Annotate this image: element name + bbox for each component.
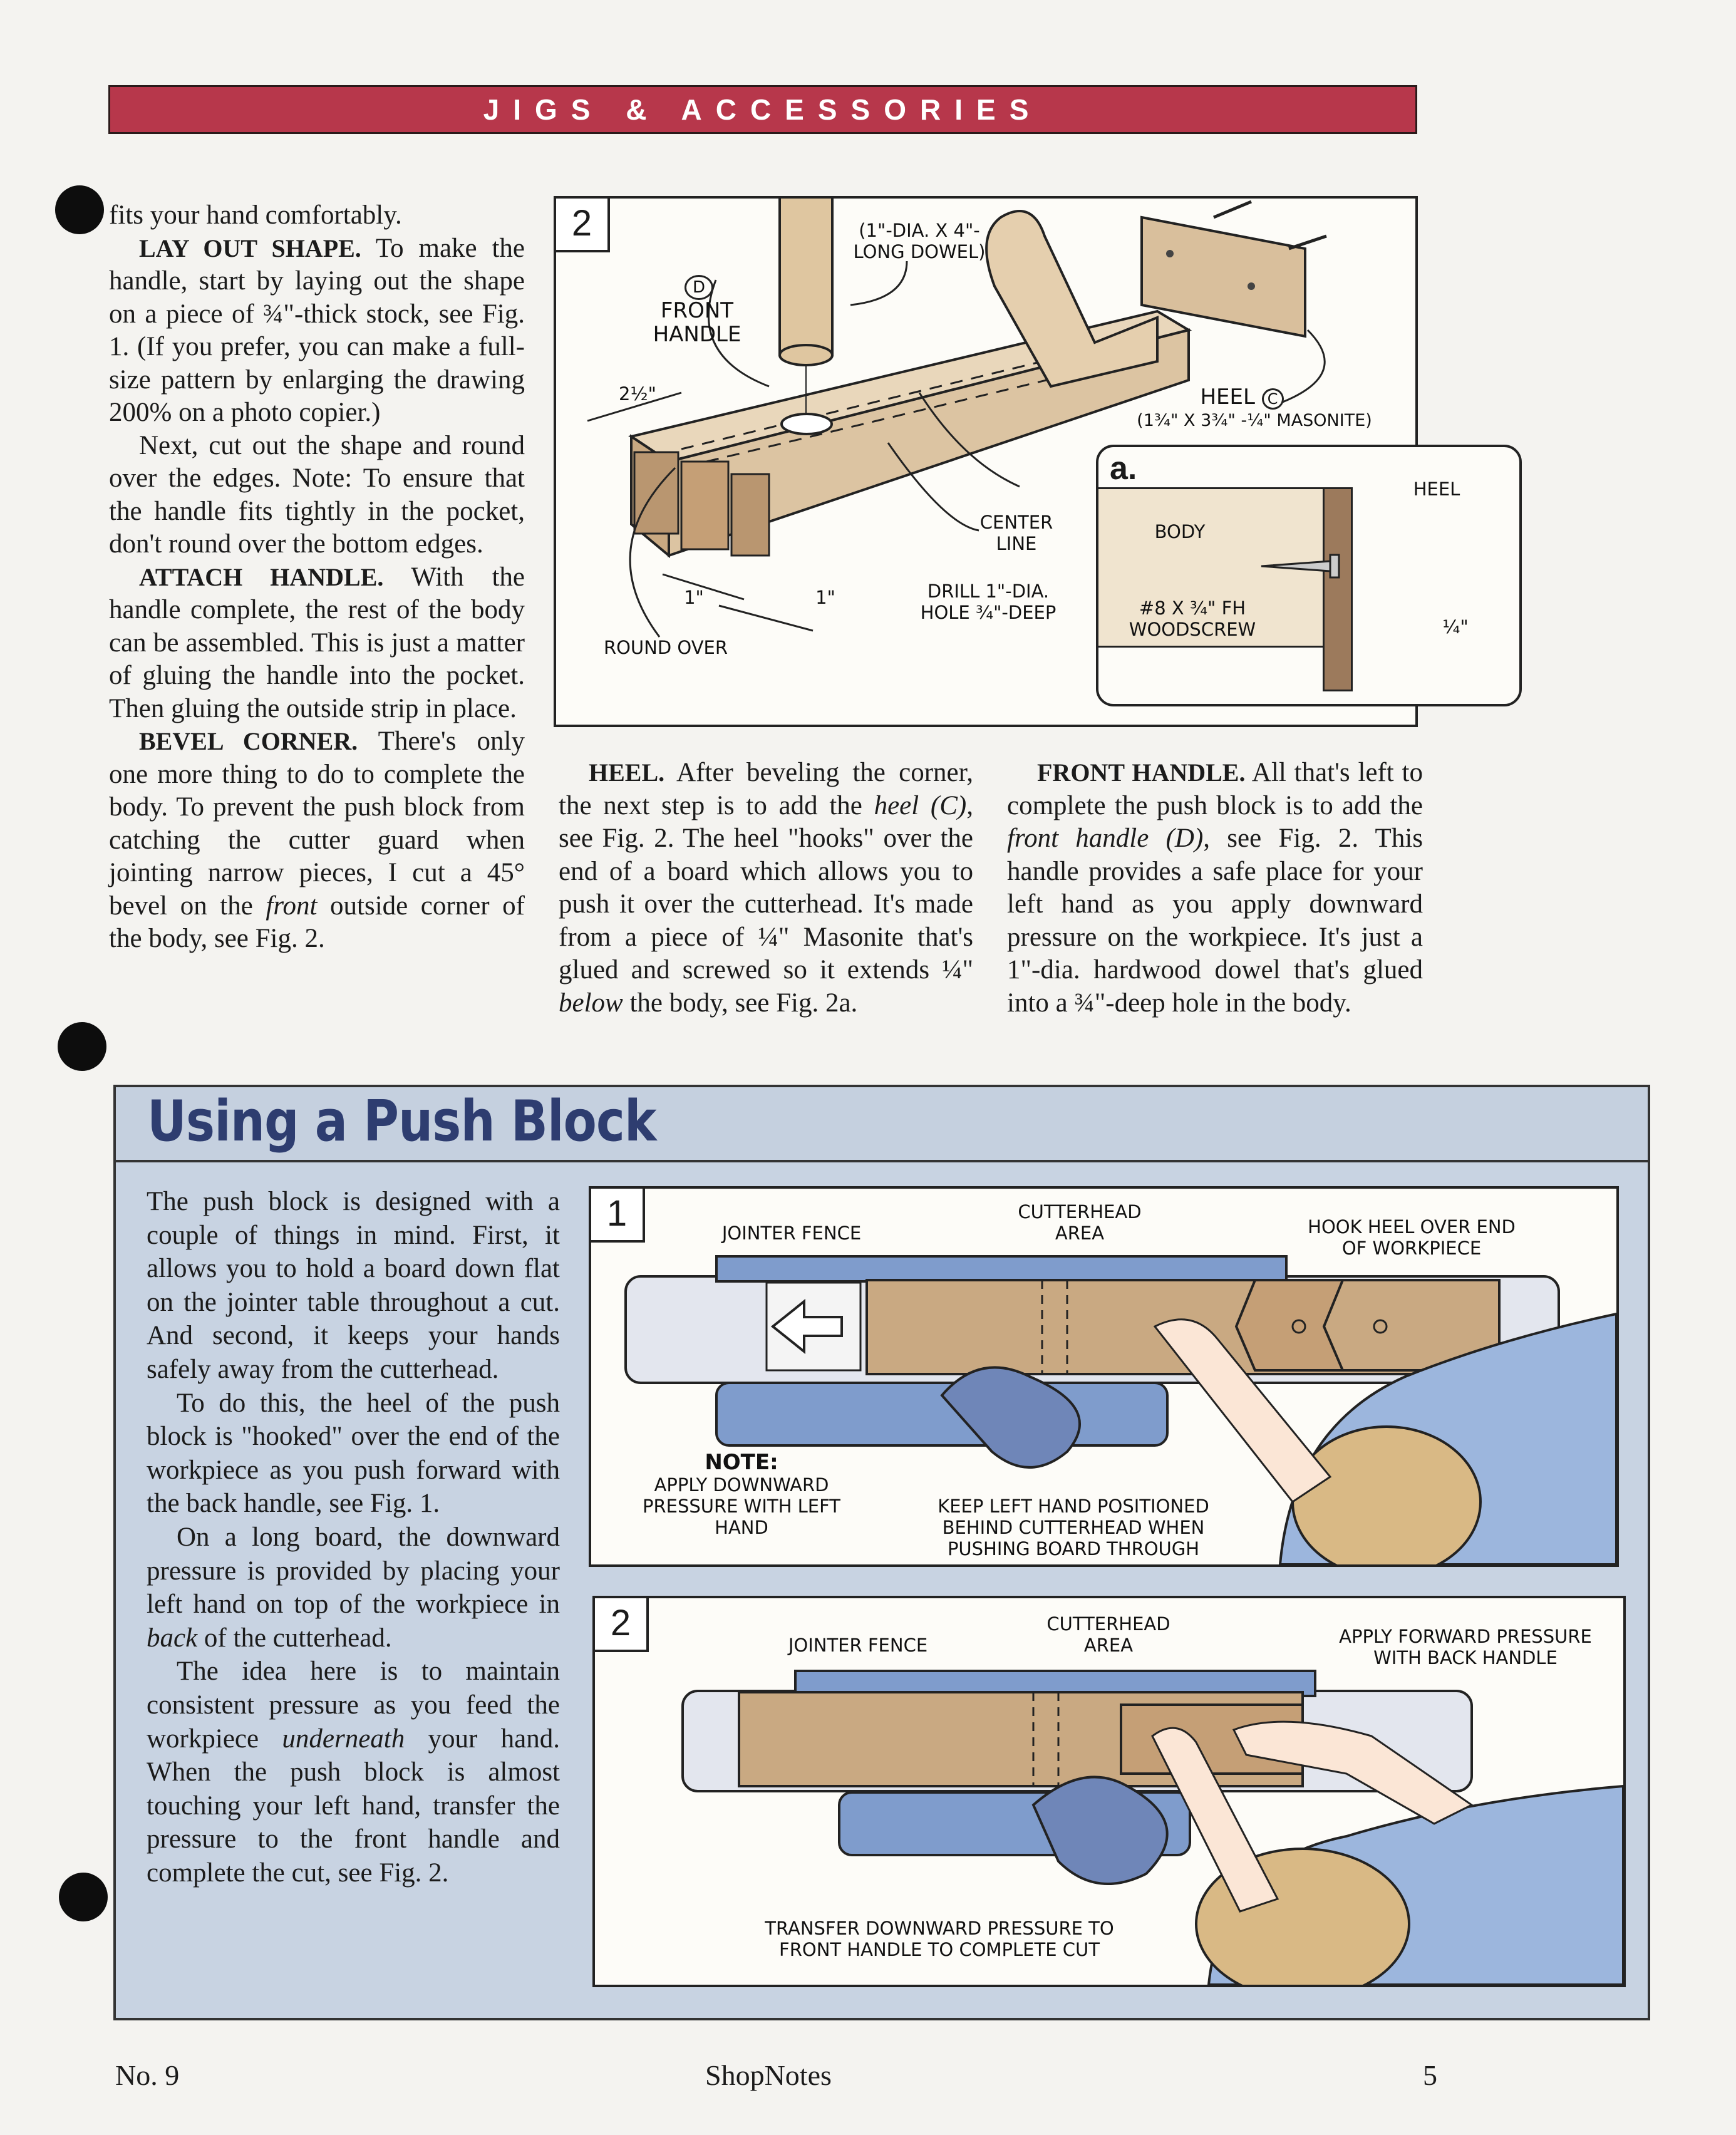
text-column-2 bbox=[559, 757, 973, 1020]
screw-line-2: WOODSCREW bbox=[1129, 619, 1256, 640]
detail-heel-plate bbox=[1323, 487, 1353, 691]
subhead-lay-out-shape: LAY OUT SHAPE. bbox=[139, 234, 361, 262]
section-paragraph-1: The push block is designed with a couple of things in mind. First, it allows you to hold a board down flat on the jointer table throughout a cut. And second, it keeps your hands safely away from the cutterhead. bbox=[147, 1187, 560, 1384]
heel-label bbox=[1189, 386, 1295, 410]
emphasis: below bbox=[559, 988, 623, 1018]
body-text: the body, see Fig. 2a. bbox=[623, 988, 858, 1018]
figure-number: 2 bbox=[556, 199, 610, 252]
subhead-front-handle: FRONT HANDLE. bbox=[1037, 758, 1246, 787]
jointer-fence-label: JOINTER FENCE bbox=[788, 1635, 928, 1656]
section-figure-2 bbox=[592, 1596, 1626, 1987]
figure-number: 1 bbox=[591, 1189, 645, 1243]
jointer-fence-label: JOINTER FENCE bbox=[721, 1223, 862, 1244]
emphasis: heel (C) bbox=[874, 790, 967, 820]
body-text: your hand. When the push block is almost touching your left hand, transfer the pressure to the front handle and complete the cut, see Fig. 2. bbox=[147, 1724, 561, 1888]
paragraph-continued: fits your hand comfortably. bbox=[109, 200, 402, 230]
text-column-1 bbox=[109, 199, 525, 956]
text-column-3 bbox=[1007, 757, 1423, 1020]
section-banner bbox=[108, 85, 1417, 134]
round-over-label: ROUND OVER bbox=[603, 637, 728, 658]
paragraph-heel bbox=[559, 757, 973, 1020]
dimension-1b: 1" bbox=[815, 587, 835, 608]
heel-spec-label: (1¾" X 3¾" -¼" MASONITE) bbox=[1137, 411, 1372, 430]
front-handle-label: FRONT HANDLE bbox=[653, 298, 741, 347]
dimension-2-5: 2½" bbox=[619, 383, 656, 405]
body-text: There's only one more thing to do to complete the body. To prevent the push block from catching the cutter guard when jointing narrow pieces, I cut a 45° bevel on the bbox=[109, 726, 525, 921]
detail-heel-label: HEEL bbox=[1413, 478, 1460, 500]
screw-line-1: #8 X ¾" FH bbox=[1139, 597, 1246, 619]
figure-number: 2 bbox=[595, 1598, 649, 1652]
body-text: , see Fig. 2. The heel "hooks" over the end of a board which allows you to push it over the cutterhead. It's made from a piece of ¼" Masonite that's glued and screwed so it extends ¼" bbox=[559, 790, 973, 985]
woodscrew-icon bbox=[1255, 547, 1368, 585]
heel-letter: C bbox=[1262, 388, 1284, 410]
detail-body-label: BODY bbox=[1154, 521, 1206, 542]
subhead-attach-handle: ATTACH HANDLE. bbox=[139, 562, 384, 591]
section-paragraph-3 bbox=[147, 1521, 560, 1655]
detail-quarter-label: ¼" bbox=[1442, 616, 1469, 638]
binder-hole-bottom bbox=[59, 1873, 108, 1921]
emphasis: front bbox=[266, 891, 318, 921]
body-text: After beveling the corner, the next step is to add the bbox=[559, 758, 973, 820]
section-figure-1 bbox=[589, 1186, 1619, 1567]
section-paragraph-2: To do this, the heel of the push block is "hooked" over the end of the workpiece as you push forward with the back handle, see Fig. 1. bbox=[147, 1388, 560, 1519]
heel-text: HEEL bbox=[1200, 385, 1255, 410]
transfer-pressure-label: TRANSFER DOWNWARD PRESSURE TO FRONT HANDLE TO COMPLETE CUT bbox=[765, 1918, 1114, 1960]
footer-magazine: ShopNotes bbox=[705, 2059, 832, 2091]
paragraph-cut-out: Next, cut out the shape and round over the edges. Note: To ensure that the handle fits tightly in the pocket, don't round over the bottom edges. bbox=[109, 430, 525, 559]
emphasis: underneath bbox=[282, 1724, 405, 1754]
drill-label: DRILL 1"-DIA. HOLE ¾"-DEEP bbox=[920, 581, 1057, 623]
body-text: All that's left to complete the push block is to add the bbox=[1007, 758, 1423, 820]
paragraph-front-handle bbox=[1007, 757, 1423, 1020]
note-title: NOTE: bbox=[705, 1450, 778, 1475]
footer-issue: No. 9 bbox=[115, 2059, 180, 2091]
body-text: With the handle complete, the rest of the body can be assembled. This is just a matter of gluing the handle into the pocket. Then gluing the outside strip in place. bbox=[109, 562, 525, 723]
apply-forward-label: APPLY FORWARD PRESSURE WITH BACK HANDLE bbox=[1339, 1626, 1592, 1668]
body-text: The idea here is to maintain consistent pressure as you feed the workpiece bbox=[147, 1657, 560, 1754]
dowel-spec-line-1: (1"-DIA. X 4"- bbox=[859, 220, 980, 241]
dowel-spec-line-2: LONG DOWEL) bbox=[853, 241, 986, 262]
section-text bbox=[147, 1185, 560, 1889]
binder-hole-middle bbox=[58, 1022, 106, 1071]
section-paragraph-4 bbox=[147, 1655, 560, 1889]
body-text: On a long board, the downward pressure is provided by placing your left hand on top of the workpiece in bbox=[147, 1522, 560, 1620]
paragraph-bevel-corner bbox=[109, 725, 525, 956]
body-text: , see Fig. 2. This handle provides a safe place for your left hand as you apply downward pressure on the workpiece. It's just a 1"-dia. hardwood dowel that's glued into a ¾"-deep hole in the body. bbox=[1007, 824, 1423, 1018]
binder-hole-top bbox=[55, 185, 104, 234]
front-handle-letter: D bbox=[685, 275, 713, 300]
detail-screw-label bbox=[1111, 597, 1274, 640]
footer-page-number: 5 bbox=[1423, 2059, 1437, 2091]
note-text: APPLY DOWNWARD PRESSURE WITH LEFT HAND bbox=[642, 1474, 841, 1538]
section-title-bar bbox=[116, 1087, 1648, 1162]
emphasis: back bbox=[147, 1623, 198, 1653]
paragraph-attach-handle bbox=[109, 561, 525, 726]
cutterhead-area-label: CUTTERHEAD AREA bbox=[1018, 1201, 1142, 1244]
paragraph-lay-out-shape bbox=[109, 232, 525, 430]
center-line-label: CENTER LINE bbox=[979, 512, 1053, 554]
section-title: Using a Push Block bbox=[147, 1088, 656, 1154]
body-text: outside corner of the body, see Fig. 2. bbox=[109, 891, 525, 953]
detail-a-inset bbox=[1096, 445, 1522, 706]
dimension-1a: 1" bbox=[684, 587, 704, 608]
subhead-heel: HEEL. bbox=[589, 758, 665, 787]
body-text: To make the handle, start by laying out the shape on a piece of ¾"-thick stock, see Fig. 1. (If you prefer, you can make a full-size pattern by enlarging the drawing 200% on a photo copier.) bbox=[109, 233, 525, 427]
emphasis: front handle (D) bbox=[1007, 824, 1204, 853]
keep-left-hand-label: KEEP LEFT HAND POSITIONED BEHIND CUTTERHEAD WHEN PUSHING BOARD THROUGH bbox=[938, 1496, 1209, 1559]
subhead-bevel-corner: BEVEL CORNER. bbox=[139, 727, 358, 755]
cutterhead-area-label: CUTTERHEAD AREA bbox=[1046, 1613, 1170, 1656]
body-text: of the cutterhead. bbox=[197, 1623, 392, 1653]
hook-heel-label: HOOK HEEL OVER END OF WORKPIECE bbox=[1308, 1216, 1516, 1259]
dowel-spec-label bbox=[844, 220, 995, 262]
banner-label: JIGS & ACCESSORIES bbox=[483, 93, 1043, 126]
detail-letter: a. bbox=[1110, 450, 1137, 487]
